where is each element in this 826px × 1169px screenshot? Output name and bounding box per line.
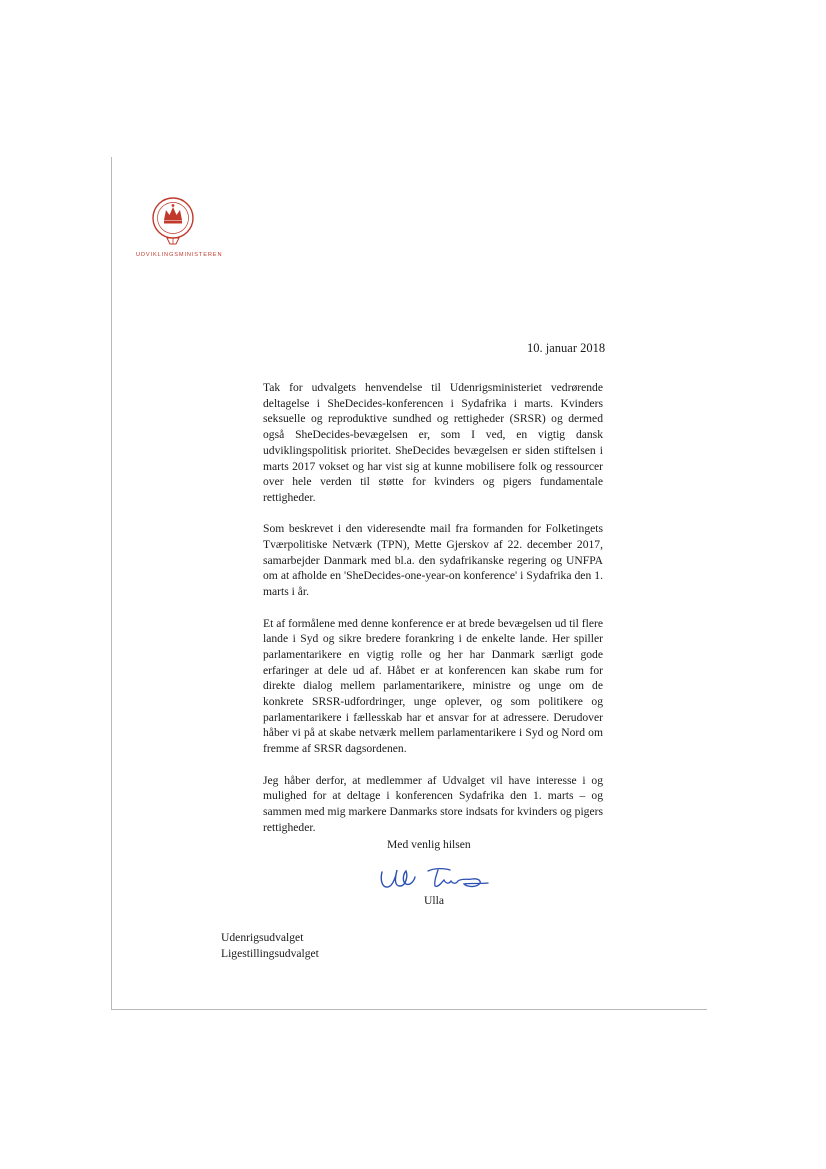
paragraph-4: Jeg håber derfor, at medlemmer af Udvalget vil have interesse i og mulighed for at deltage i konferencen Sydafrika den 1. marts – og sammen med mig markere Danmarks store indsats for kvinders og pigers rettigheder.: [263, 773, 603, 834]
paragraph-2: Som beskrevet i den videresendte mail fra formanden for Folketingets Tværpolitiske Netværk (TPN), Mette Gjerskov af 22. december 2017, samarbejder Danmark med bl.a. den sydafrikanske regering og UNFPA om at afholde en 'SheDecides-one-year-on konference' i Sydafrika den 1. marts i år.: [263, 522, 603, 599]
closing-phrase: Med venlig hilsen: [387, 838, 471, 851]
ministry-name: UDVIKLINGSMINISTEREN: [136, 252, 223, 258]
paragraph-3: Et af formålene med denne konference er at brede bevægelsen ud til flere lande i Syd og sikre bredere forankring i de enkelte lande. Her spiller parlamentarikere en vigtig rolle og her har Danmark særligt gode erfaringer at dele ud af. Håbet er at konferencen kan skabe rum for direkte dialog mellem parlamentarikere, ministre og unge om de konkrete SRSR-udfordringer, unge oplever, og som politikere og parlamentarikere i fællesskab har et ansvar for at adressere. Derudover håber vi på at skabe netværk mellem parlamentarikere i Syd og Nord om fremme af SRSR dagsordenen.: [263, 616, 603, 756]
handwritten-signature: [376, 862, 496, 894]
recipient-1: Udenrigsudvalget: [221, 931, 304, 944]
letter-body: [263, 380, 603, 851]
recipient-2: Ligestillingsudvalget: [221, 947, 319, 960]
paragraph-1: Tak for udvalgets henvendelse til Udenrigsministeriet vedrørende deltagelse i SheDecides-konferencen i Sydafrika i marts. Kvinders seksuelle og reproduktive sundhed og rettigheder (SRSR) og dermed også SheDecides-bevægelsen er, som I ved, en vigtig dansk udviklingspolitisk prioritet. SheDecides bevægelsen er siden stiftelsen i marts 2017 vokset og har vist sig at kunne mobilisere folk og ressourcer over hele verden til støtte for kvinders og pigers fundamentale rettigheder.: [263, 381, 603, 504]
recipients-list: [221, 930, 319, 962]
letter-date: 10. januar 2018: [527, 341, 606, 355]
royal-crown-seal-icon: [150, 196, 196, 248]
signer-name: Ulla: [424, 894, 444, 907]
